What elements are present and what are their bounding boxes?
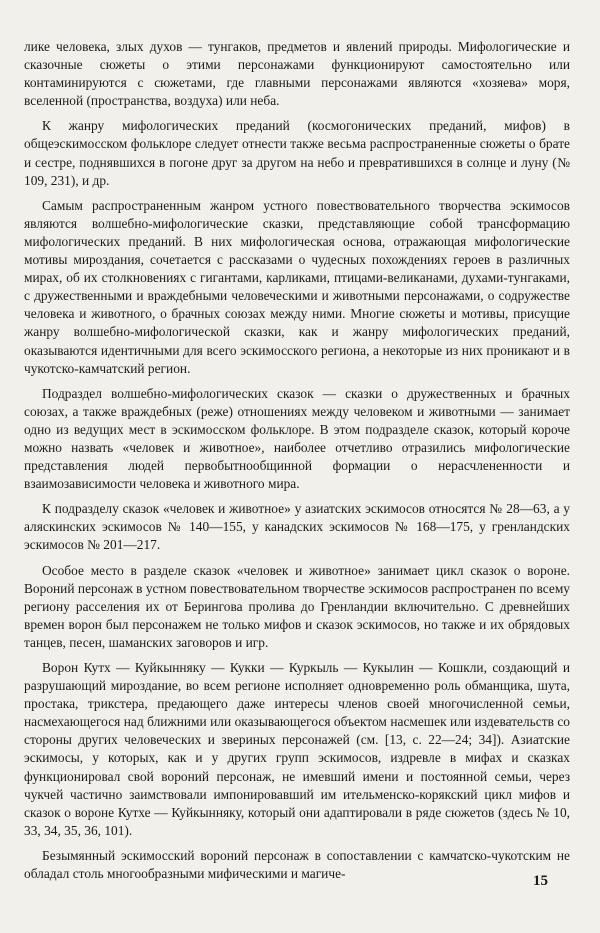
paragraph: Особое место в разделе сказок «человек и животное» занимает цикл сказок о вороне. Вороний персонаж в устном повествовательном творчестве эскимосов распространен по всему региону расселения их от Берингова пролива до Гренландии включительно. С древнейших времен ворон был персонажем не только мифов и сказок эскимосов, но также и их обрядовых танцев, песен, шаманских заговоров и игр. (24, 562, 570, 650)
page-number: 15 (533, 873, 548, 889)
paragraph: лике человека, злых духов — тунгаков, предметов и явлений природы. Мифологические и сказочные сюжеты о этими персонажами функционируют самостоятельно или контаминируются с сюжетами, где главными персонажами являются «хозяева» моря, вселенной (пространства, воздуха) или неба. (24, 39, 570, 109)
paragraph: К жанру мифологических преданий (космогонических преданий, мифов) в общеэскимосском фольклоре следует отнести также весьма распространенные сюжеты о брате и сестре, поднявшихся в погоне друг за другом на небо и превратившихся в солнце и луну (№ 109, 231), и др. (24, 118, 570, 188)
paragraph: Самым распространенным жанром устного повествовательного творчества эскимосов являются волшебно-мифологические сказки, представляющие собой трансформацию мифологических преданий. В них мифологическая основа, отражающая мифологические мотивы мироздания, сочетается с рассказами о чудесных похождениях героев в различных мирах, об их столкновениях с гигантами, карликами, птицами-великанами, духами-тунгаками, с дружественными и враждебными человеческими и животными персонажами, о содружестве человека и животного, о брачных союзах между ними. Многие сюжеты и мотивы, присущие жанру волшебно-мифологической сказки, как и жанру мифологических преданий, оказываются идентичными для всего эскимосского региона, а некоторые из них проникают и в чукотско-камчатский регион. (24, 197, 570, 376)
paragraph: Подраздел волшебно-мифологических сказок — сказки о дружественных и брачных союзах, а также враждебных (реже) отношениях между человеком и животными — занимает одно из ведущих мест в эскимосском фольклоре. В этом подразделе сказок, который короче можно назвать «человек и животное», наиболее отчетливо отразились мифологические представления людей первобытнообщинной формации о нерасчлененности и взаимозависимости человека и животного мира. (24, 385, 570, 492)
paragraph: Безымянный эскимосский вороний персонаж в сопоставлении с камчатско-чукотским не обладал столь многообразными мифическими и магиче- (24, 847, 570, 882)
paragraph: К подразделу сказок «человек и животное» у азиатских эскимосов относятся № 28—63, а у аляскинских эскимосов № 140—155, у канадских эскимосов № 168—175, у гренландских эскимосов № 201—217. (24, 501, 570, 553)
paragraph: Ворон Кутх — Куйкынняку — Кукки — Куркыль — Кукылин — Кошкли, создающий и разрушающий мироздание, во всем регионе исполняет одновременно роль обманщика, шута, простака, трикстера, предающего даже интересы членов своей многочисленной семьи, насмехающегося над ближними или оказывающегося объектом насмешек или издевательств со стороны других человеческих и звериных персонажей (см. [13, с. 22—24; 34]). Азиатские эскимосы, у которых, как и у других групп эскимосов, издревле в мифах и сказках функционировал свой вороний персонаж, не имевший имени и постоянной семьи, через чукчей частично заимствовали импонировавший им ительменско-корякский цикл мифов и сказок о вороне Кутхе — Куйкынняку, который они адаптировали в ряде сюжетов (здесь № 10, 33, 34, 35, 36, 101). (24, 660, 570, 838)
page-body (24, 38, 570, 890)
